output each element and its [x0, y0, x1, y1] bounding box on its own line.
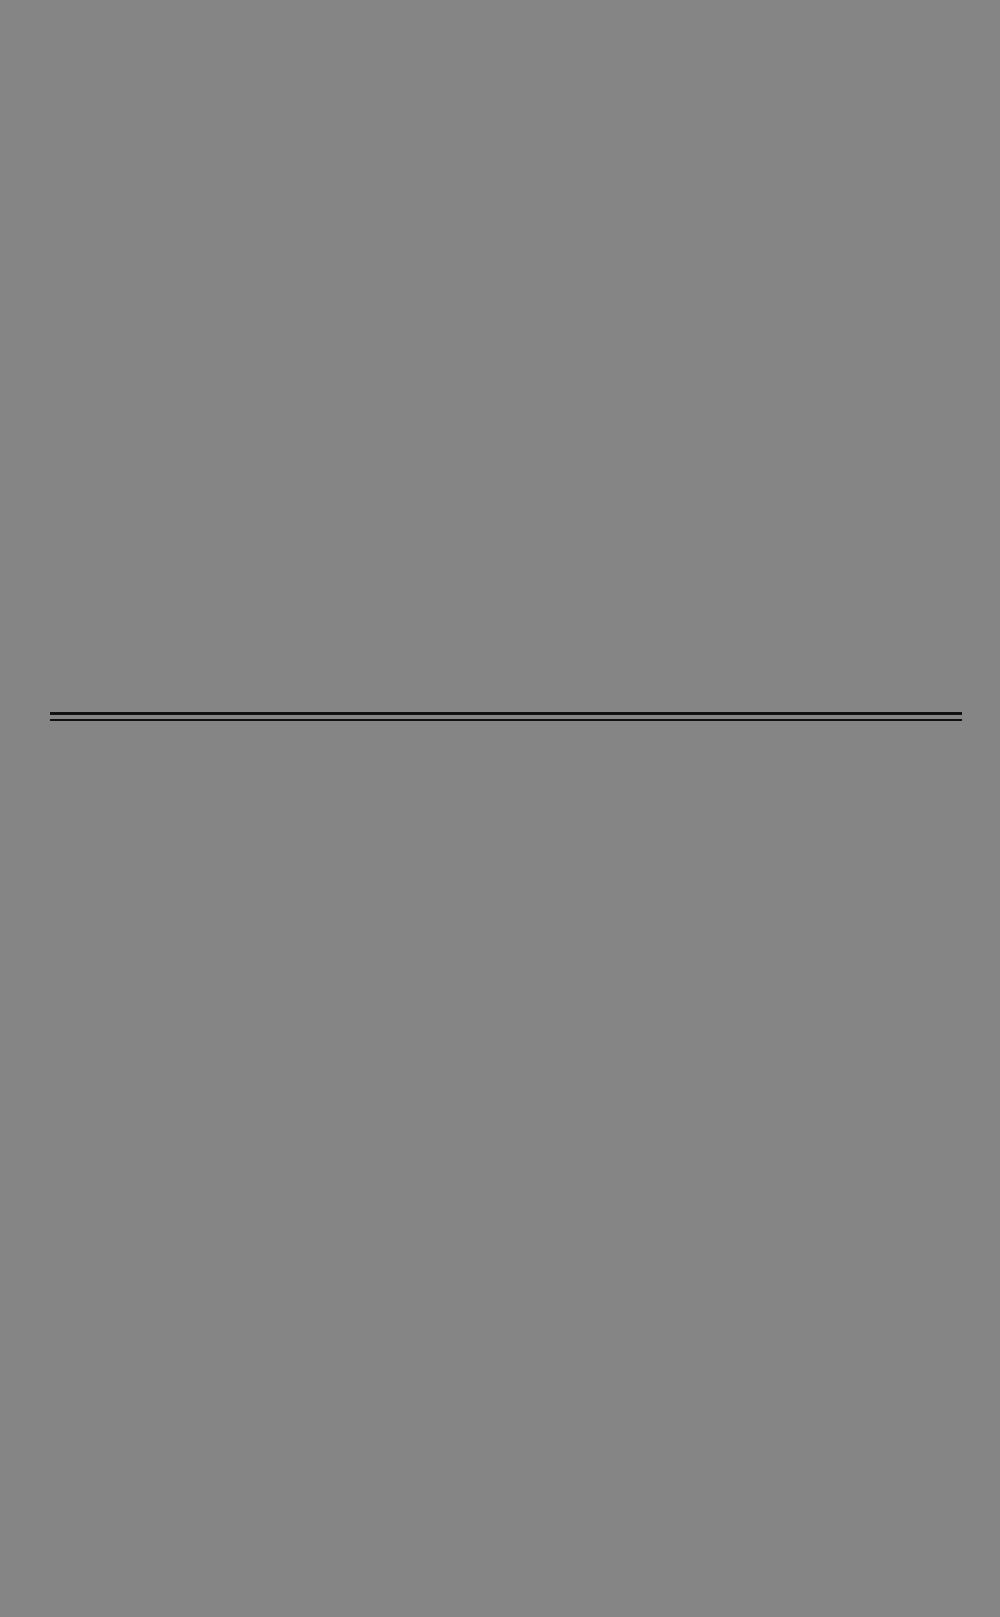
table-top-rule	[50, 712, 962, 715]
table-top-rule-2	[50, 719, 962, 721]
